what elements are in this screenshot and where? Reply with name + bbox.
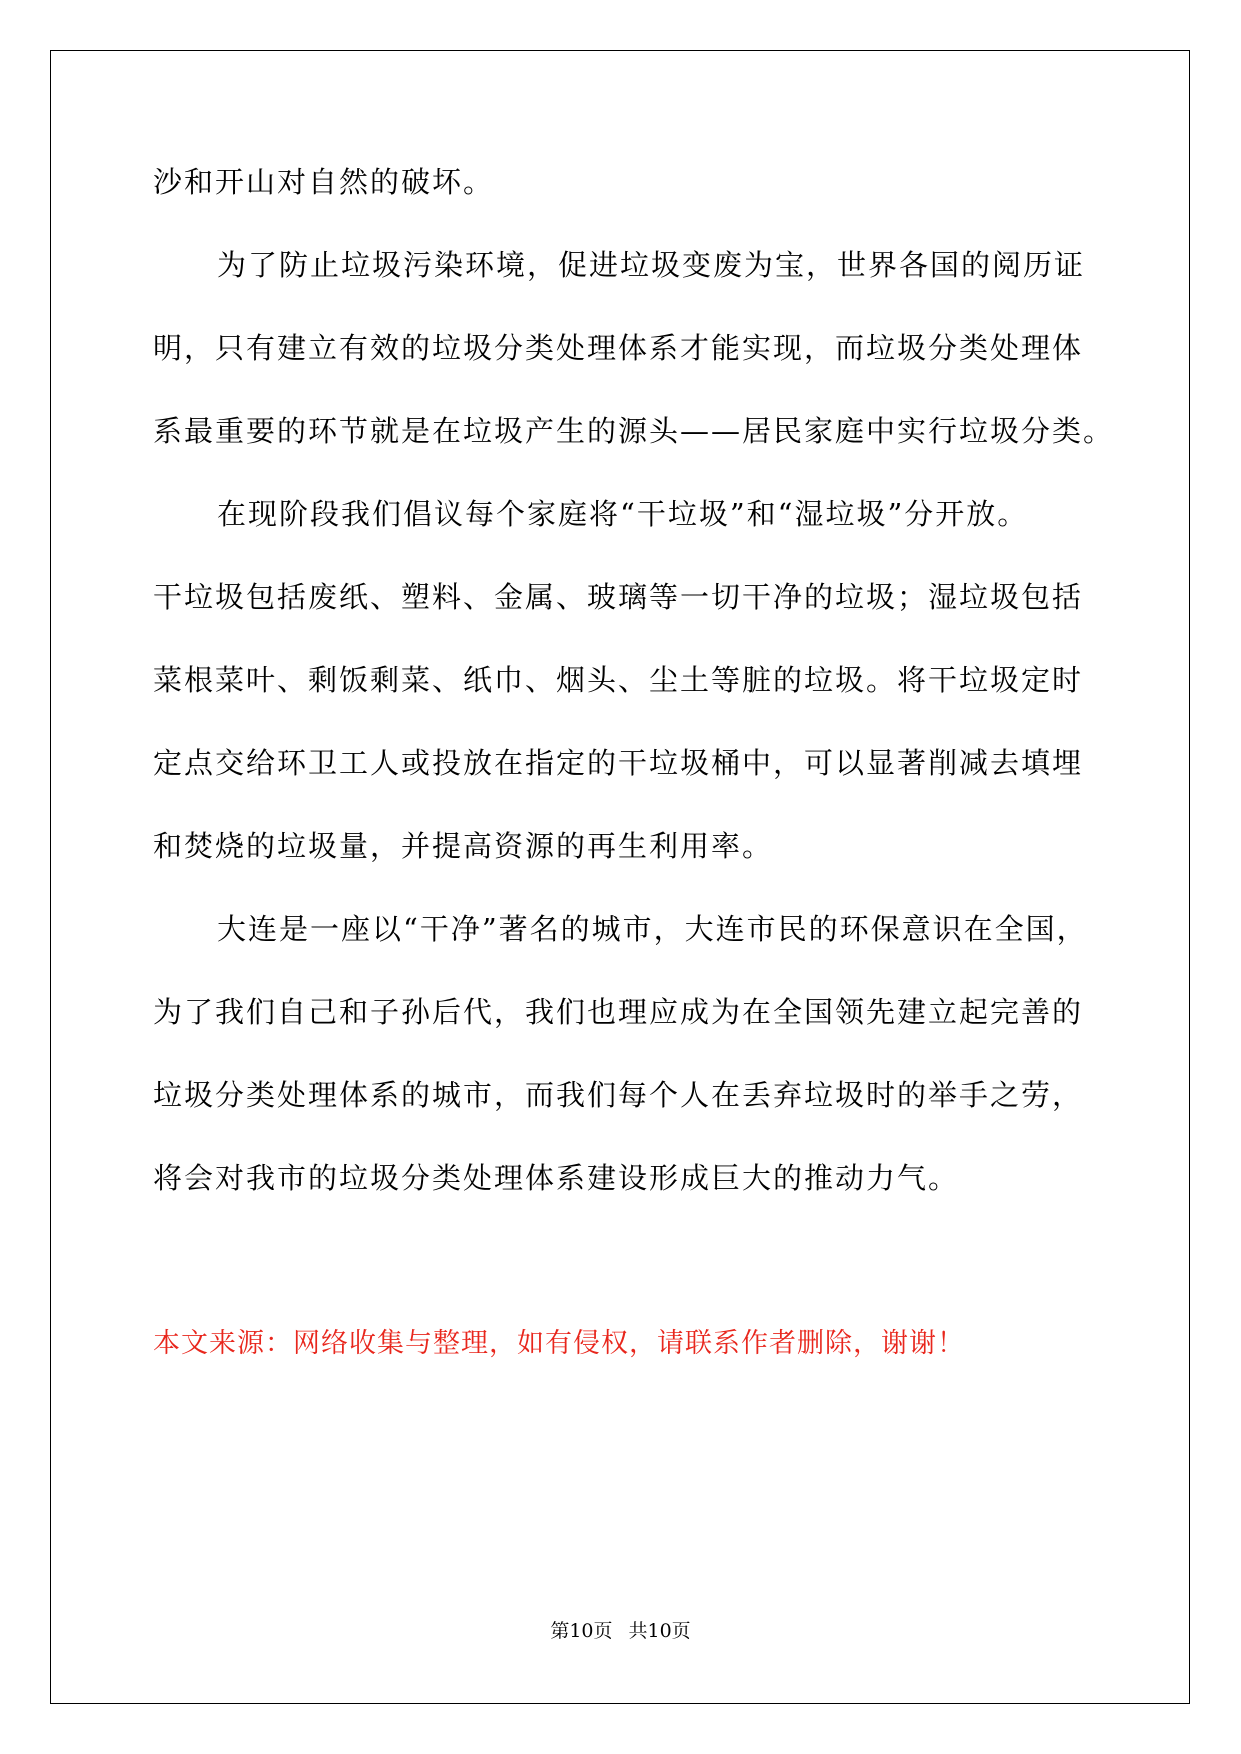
- text-line: 为了我们自己和子孙后代，我们也理应成为在全国领先建立起完善的: [153, 995, 1084, 1029]
- text-line: 干垃圾包括废纸、塑料、金属、玻璃等一切干净的垃圾；湿垃圾包括: [153, 580, 1084, 614]
- paragraph-start-line: 大连是一座以“干净”著名的城市，大连市民的环保意识在全国，: [217, 912, 1088, 946]
- text-line: 明，只有建立有效的垃圾分类处理体系才能实现，而垃圾分类处理体: [153, 331, 1084, 365]
- text-line: 定点交给环卫工人或投放在指定的干垃圾桶中，可以显著削减去填埋: [153, 746, 1084, 780]
- text-line: 系最重要的环节就是在垃圾产生的源头——居民家庭中实行垃圾分类。: [153, 414, 1115, 448]
- paragraph-start-line: 在现阶段我们倡议每个家庭将“干垃圾”和“湿垃圾”分开放。: [217, 497, 1029, 531]
- text-line: 将会对我市的垃圾分类处理体系建设形成巨大的推动力气。: [153, 1161, 960, 1195]
- text-line: 和焚烧的垃圾量，并提高资源的再生利用率。: [153, 829, 774, 863]
- paragraph-start-line: 为了防止垃圾污染环境，促进垃圾变废为宝，世界各国的阅历证: [217, 248, 1086, 282]
- page-number: 第10页: [550, 1620, 613, 1642]
- page-total: 共10页: [628, 1620, 691, 1642]
- text-line: 菜根菜叶、剩饭剩菜、纸巾、烟头、尘土等脏的垃圾。将干垃圾定时: [153, 663, 1084, 697]
- text-line: 垃圾分类处理体系的城市，而我们每个人在丢弃垃圾时的举手之劳，: [153, 1078, 1084, 1112]
- text-line: 沙和开山对自然的破坏。: [153, 165, 495, 199]
- document-body: [153, 165, 1115, 1359]
- page-footer: [0, 1622, 1241, 1641]
- source-note: 本文来源：网络收集与整理，如有侵权，请联系作者删除，谢谢！: [153, 1328, 965, 1359]
- blank-line: [153, 1247, 1093, 1330]
